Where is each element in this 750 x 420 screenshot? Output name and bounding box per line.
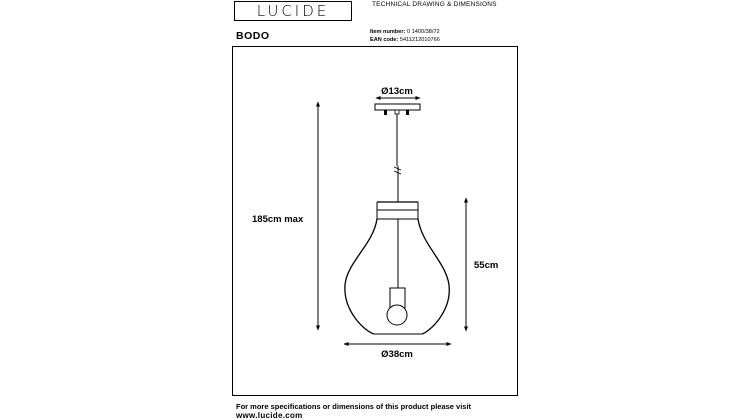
ceiling-canopy — [375, 104, 420, 115]
bulb-icon — [387, 305, 407, 325]
canopy-diameter-dimension — [376, 86, 420, 98]
ean-code-value: 5411212010766 — [399, 37, 440, 43]
max-height-dimension — [252, 102, 318, 330]
item-number-value: 0 1400/38/72 — [407, 29, 440, 35]
bulb-holder — [387, 219, 407, 325]
shade-diameter-dimension — [344, 344, 451, 360]
max-height-label: 185cm max — [252, 214, 304, 225]
shade-diameter-label: Ø38cm — [381, 349, 413, 360]
document-type-title: TECHNICAL DRAWING & DIMENSIONS — [372, 1, 497, 8]
canopy-diameter-label: Ø13cm — [381, 86, 413, 97]
product-name: BODO — [236, 30, 270, 42]
item-number-label: Item number: — [370, 29, 406, 35]
shade-height-dimension — [466, 198, 498, 331]
logo-wordmark: LUCIDE — [256, 2, 330, 20]
website-link[interactable]: www.lucide.com — [236, 411, 303, 420]
footer-notice: For more specifications or dimensions of this product please visit — [236, 402, 472, 411]
suspension-cable — [394, 114, 401, 202]
ean-code-label: EAN code: — [370, 37, 399, 43]
shade-height-label: 55cm — [474, 260, 499, 271]
